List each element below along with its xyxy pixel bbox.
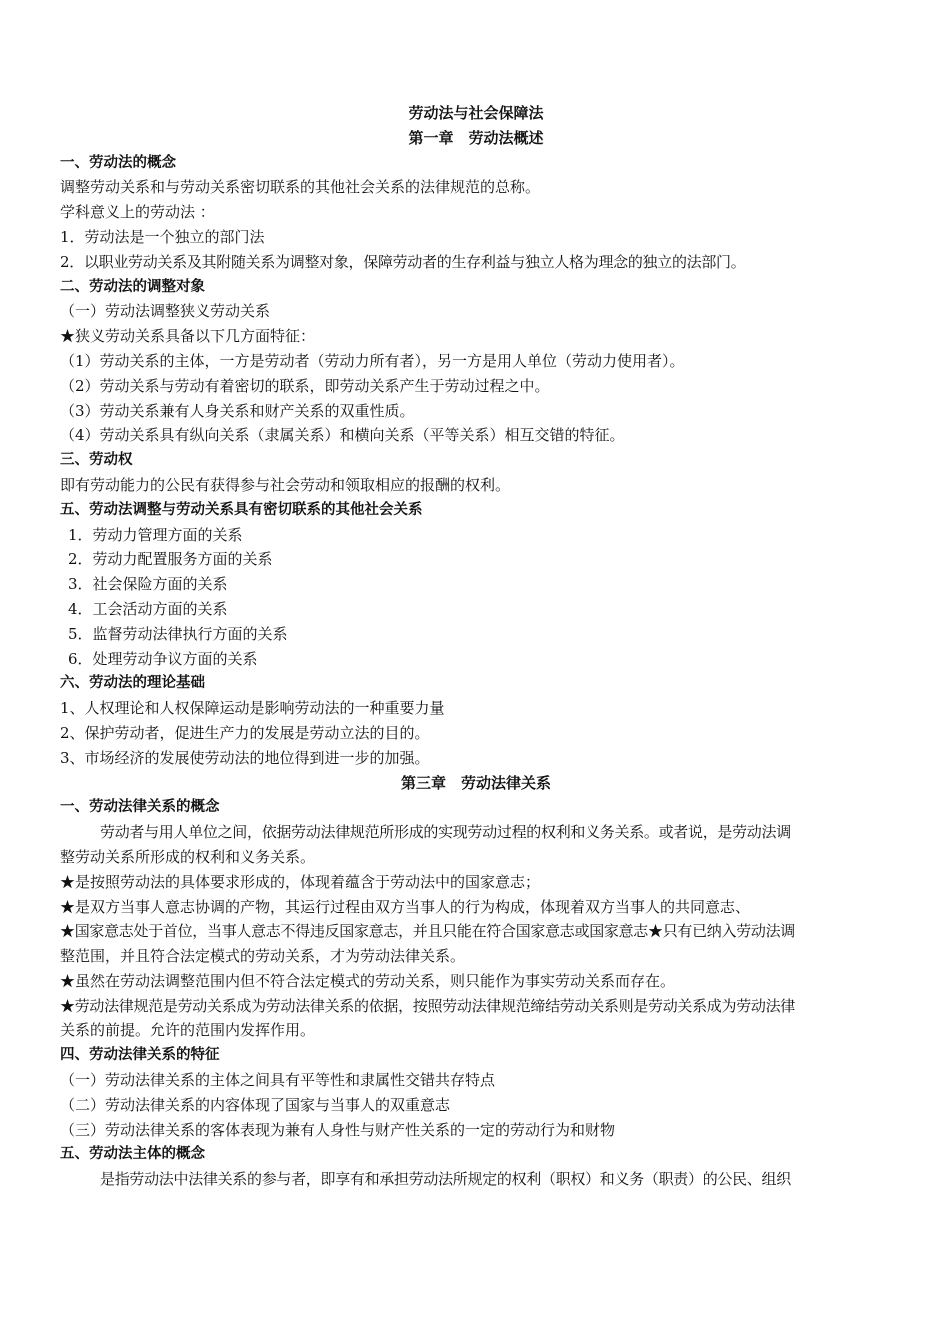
paragraph: （4）劳动关系具有纵向关系（隶属关系）和横向关系（平等关系）相互交错的特征。 — [60, 426, 625, 445]
paragraph: 2、保护劳动者，促进生产力的发展是劳动立法的目的。 — [60, 723, 430, 742]
paragraph: ★虽然在劳动法调整范围内但不符合法定模式的劳动关系，则只能作为事实劳动关系而存在。 — [60, 971, 676, 990]
paragraph: （1）劳动关系的主体，一方是劳动者（劳动力所有者），另一方是用人单位（劳动力使用者）。 — [60, 351, 685, 370]
paragraph: （2）劳动关系与劳动有着密切的联系，即劳动关系产生于劳动过程之中。 — [60, 376, 550, 395]
paragraph: （一）劳动法调整狭义劳动关系 — [60, 302, 271, 321]
paragraph: 2．以职业劳动关系及其附随关系为调整对象，保障劳动者的生存利益与独立人格为理念的独立的法部门。 — [60, 252, 746, 271]
section-heading: 二、劳动法的调整对象 — [60, 278, 205, 295]
paragraph: 1．劳动法是一个独立的部门法 — [60, 227, 265, 246]
chapter-1-title: 第一章 劳动法概述 — [408, 128, 544, 147]
paragraph: 关系的前提。允许的范围内发挥作用。 — [60, 1021, 316, 1040]
paragraph: ★劳动法律规范是劳动关系成为劳动法律关系的依据，按照劳动法律规范缔结劳动关系则是劳动关系成为劳动法律 — [60, 996, 796, 1015]
paragraph: （二）劳动法律关系的内容体现了国家与当事人的双重意志 — [60, 1095, 451, 1114]
paragraph: 1、人权理论和人权保障运动是影响劳动法的一种重要力量 — [60, 699, 445, 718]
list-item: 5．监督劳动法律执行方面的关系 — [68, 624, 288, 643]
paragraph: 调整劳动关系和与劳动关系密切联系的其他社会关系的法律规范的总称。 — [60, 178, 541, 197]
list-item: 2．劳动力配置服务方面的关系 — [68, 550, 273, 569]
document-title: 劳动法与社会保障法 — [408, 104, 544, 122]
paragraph: 是指劳动法中法律关系的参与者，即享有和承担劳动法所规定的权利（职权）和义务（职责）的公民、组织 — [100, 1170, 791, 1189]
section-heading: 三、劳动权 — [60, 452, 133, 469]
list-item: 6．处理劳动争议方面的关系 — [68, 649, 258, 668]
paragraph: 3、市场经济的发展使劳动法的地位得到进一步的加强。 — [60, 748, 430, 767]
list-item: 3．社会保险方面的关系 — [68, 575, 228, 594]
paragraph: 整劳动关系所形成的权利和义务关系。 — [60, 847, 316, 866]
section-heading: 五、劳动法主体的概念 — [60, 1146, 205, 1163]
paragraph: （三）劳动法律关系的客体表现为兼有人身性与财产性关系的一定的劳动行为和财物 — [60, 1120, 616, 1139]
section-heading: 六、劳动法的理论基础 — [60, 675, 205, 692]
chapter-3-title: 第三章 劳动法律关系 — [400, 773, 551, 792]
paragraph: 即有劳动能力的公民有获得参与社会劳动和领取相应的报酬的权利。 — [60, 475, 511, 494]
paragraph: ★是双方当事人意志协调的产物，其运行过程由双方当事人的行为构成，体现着双方当事人的共同意志、 — [60, 897, 751, 916]
paragraph: 整范围，并且符合法定模式的劳动关系，才为劳动法律关系。 — [60, 947, 466, 966]
section-heading: 一、劳动法的概念 — [60, 154, 176, 171]
section-heading: 五、劳动法调整与劳动关系具有密切联系的其他社会关系 — [60, 501, 423, 518]
paragraph: ★是按照劳动法的具体要求形成的，体现着蕴含于劳动法中的国家意志； — [60, 872, 541, 891]
paragraph: （一）劳动法律关系的主体之间具有平等性和隶属性交错共存特点 — [60, 1071, 496, 1090]
list-item: 4．工会活动方面的关系 — [68, 599, 228, 618]
paragraph: （3）劳动关系兼有人身关系和财产关系的双重性质。 — [60, 401, 415, 420]
list-item: 1．劳动力管理方面的关系 — [68, 525, 243, 544]
paragraph: 学科意义上的劳动法 ： — [60, 203, 215, 222]
section-heading: 一、劳动法律关系的概念 — [60, 799, 220, 816]
paragraph: ★国家意志处于首位，当事人意志不得违反国家意志，并且只能在符合国家意志或国家意志★只有已纳入劳动法调 — [60, 922, 796, 941]
paragraph: ★狭义劳动关系具备以下几方面特征： — [60, 327, 316, 346]
paragraph: 劳动者与用人单位之间，依据劳动法律规范所形成的实现劳动过程的权利和义务关系。或者说，是劳动法调 — [100, 823, 791, 842]
section-heading: 四、劳动法律关系的特征 — [60, 1047, 220, 1064]
